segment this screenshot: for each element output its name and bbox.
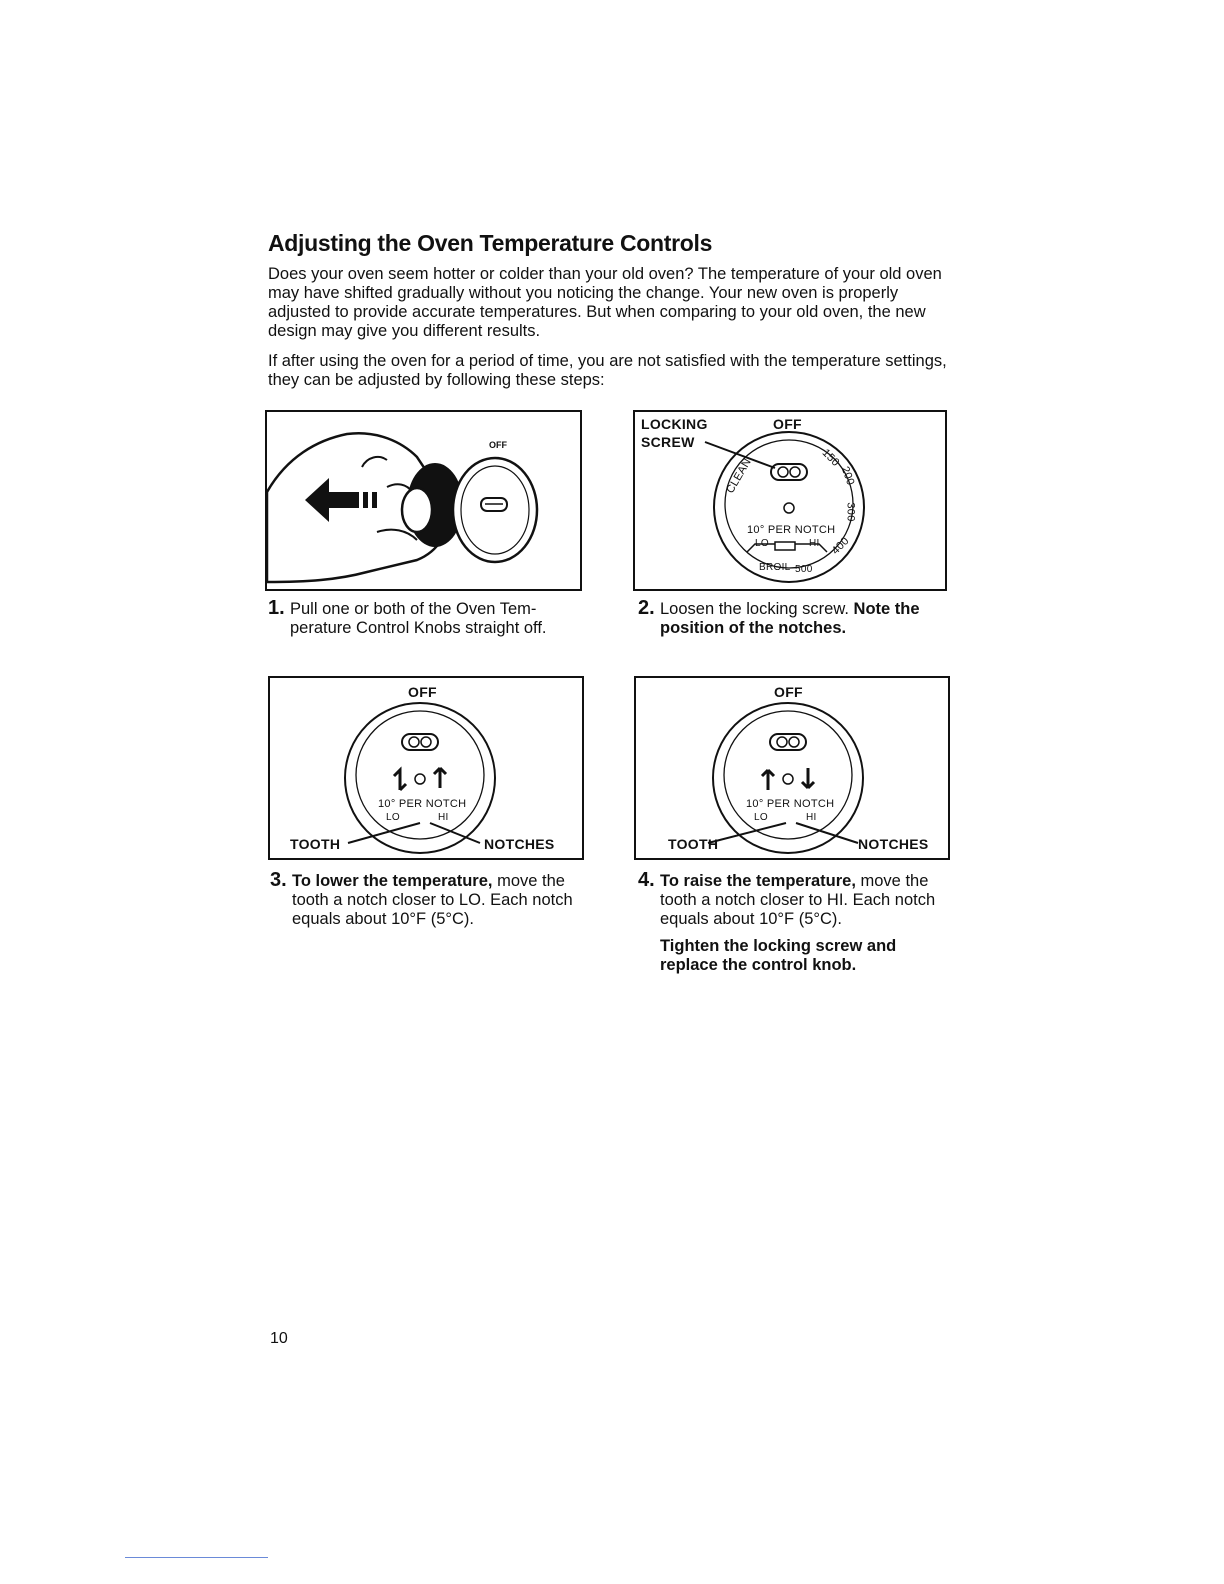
dial-off-label: OFF (773, 416, 802, 432)
step-2-bold: Note the position of the notches. (660, 600, 920, 637)
step-3-text: move the tooth a notch closer to LO. Each notch equals about 10°F (5°C). (292, 872, 573, 928)
figure-1-pull-knob (265, 410, 582, 591)
locking-label-line-1: LOCKING (641, 416, 708, 432)
notches-label: NOTCHES (858, 836, 929, 852)
dial-per-notch-label: 10° PER NOTCH (378, 798, 467, 810)
intro-paragraph-1: Does your oven seem hotter or colder than your old oven? The temperature of your old oven may have shifted gradually without you noticing the change. Your new oven is properly adjusted to provide accurate temperatures. But when comparing to your old oven, the new design may give you different results. (268, 265, 942, 340)
step-1 (268, 597, 568, 638)
step-3-bold: To lower the temperature, (292, 872, 493, 890)
figure-4-raise-temperature (634, 676, 950, 860)
dial-clean-label: CLEAN (724, 456, 754, 496)
step-1-number: 1. (268, 597, 285, 619)
tooth-label: TOOTH (290, 836, 341, 852)
step-4 (638, 869, 948, 975)
hand-pulling-knob-illustration (267, 412, 580, 589)
dial-lo-label: LO (754, 812, 768, 823)
step-1-text: Pull one or both of the Oven Tem- perature Control Knobs straight off. (290, 600, 547, 637)
dial-off-label: OFF (774, 684, 803, 700)
dial-lo-label: LO (755, 538, 769, 549)
dial-400-label: 400 (829, 534, 852, 558)
step-4-number: 4. (638, 869, 655, 891)
dial-off-label: OFF (408, 684, 437, 700)
page-title: Adjusting the Oven Temperature Controls (268, 230, 713, 256)
step-4-bold: To raise the temperature, (660, 872, 856, 890)
dial-raise-temperature-illustration (636, 678, 948, 858)
intro-paragraph-2: If after using the oven for a period of time, you are not satisfied with the temperature settings, they can be adjusted by following these steps: (268, 352, 947, 389)
dial-lo-label: LO (386, 812, 400, 823)
page-number: 10 (270, 1330, 288, 1347)
dial-150-label: 150 (819, 446, 842, 470)
dial-per-notch-label: 10° PER NOTCH (747, 524, 836, 536)
dial-hi-label: HI (806, 812, 817, 823)
dial-broil-label: BROIL (759, 562, 791, 573)
svg-text:OFF: OFF (489, 440, 507, 450)
step-4-text: move the tooth a notch closer to HI. Each notch equals about 10°F (5°C). (660, 872, 936, 928)
dial-per-notch-label: 10° PER NOTCH (746, 798, 835, 810)
figure-3-lower-temperature (268, 676, 584, 860)
footer-rule (125, 1557, 268, 1558)
dial-lower-temperature-illustration (270, 678, 582, 858)
figure-2-locking-screw (633, 410, 947, 591)
step-2-number: 2. (638, 597, 655, 619)
tooth-label: TOOTH (668, 836, 719, 852)
step-4-note: Tighten the locking screw and replace the control knob. (660, 937, 897, 974)
step-2-text: Loosen the locking screw. (660, 600, 849, 618)
step-3 (270, 869, 580, 929)
step-3-number: 3. (270, 869, 287, 891)
dial-300-label: 300 (844, 502, 857, 522)
dial-hi-label: HI (438, 812, 449, 823)
dial-hi-label: HI (809, 538, 820, 549)
dial-500-label: 500 (795, 564, 813, 575)
notches-label: NOTCHES (484, 836, 555, 852)
dial-200-label: 200 (838, 464, 857, 488)
step-2 (638, 597, 938, 638)
locking-label-line-2: SCREW (641, 434, 695, 450)
